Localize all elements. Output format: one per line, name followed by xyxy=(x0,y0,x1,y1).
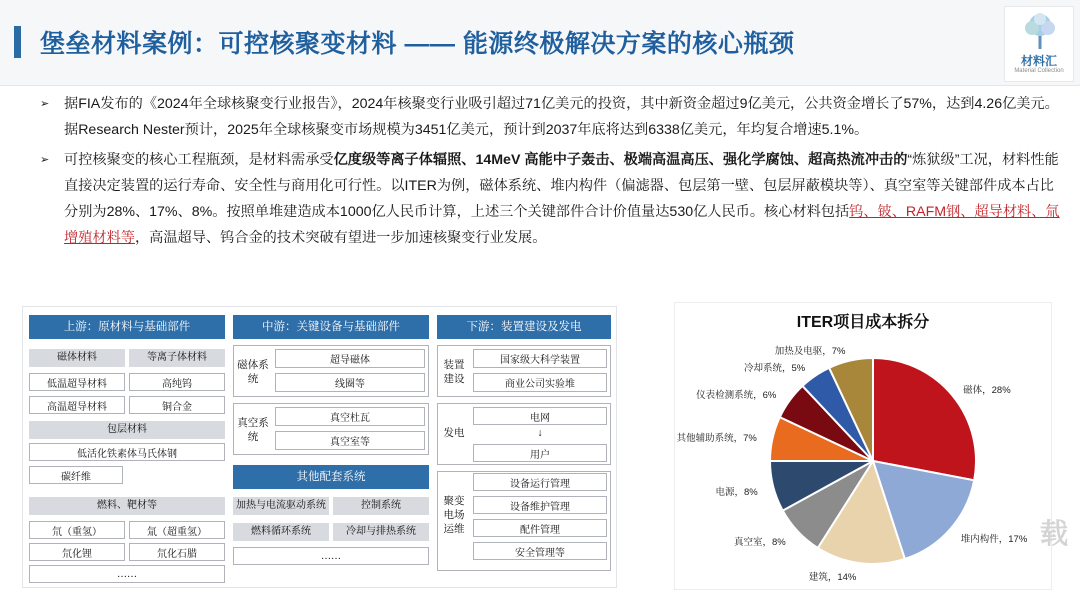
bullet-item xyxy=(40,91,1060,143)
copper-alloy: 铜合金 xyxy=(129,396,225,414)
tritium: 氚（超重氢） xyxy=(129,521,225,539)
vacuum-chamber: 真空室等 xyxy=(275,431,425,450)
blanket-materials: 包层材料 xyxy=(29,421,225,439)
highlighted-materials: 钨、铍、RAFM钢、超导材料、氚增殖材料等 xyxy=(64,204,1060,246)
upstream-etc: …… xyxy=(29,565,225,583)
slice-label: 电源，8% xyxy=(715,486,758,498)
midstream-etc: …… xyxy=(233,547,429,565)
slice-label: 加热及电驱，7% xyxy=(774,345,846,357)
end-user: 用户 xyxy=(473,444,607,462)
pie-slice xyxy=(873,358,976,480)
logo-subtitle: Material Collection xyxy=(1014,68,1064,74)
lithium-deuteride: 氘化锂 xyxy=(29,543,125,561)
generation-label: 发电 xyxy=(443,428,465,439)
tree-logo-icon xyxy=(1022,11,1058,51)
heating-current-drive: 加热与电流驱动系统 xyxy=(233,497,329,515)
deuterium: 氘（重氢） xyxy=(29,521,125,539)
slide-header xyxy=(0,0,1080,86)
magnet-materials: 磁体材料 xyxy=(29,349,125,367)
control-system: 控制系统 xyxy=(333,497,429,515)
cooling-heat-removal: 冷却与排热系统 xyxy=(333,523,429,541)
plasma-materials: 等离子体材料 xyxy=(129,349,225,367)
operation-label: 聚变电场运维 xyxy=(443,496,465,535)
equipment-operation-mgmt: 设备运行管理 xyxy=(473,473,607,491)
watermark-text: 载 xyxy=(1040,518,1069,549)
bullet-list xyxy=(40,91,1060,251)
slice-label: 建筑，14% xyxy=(808,572,857,584)
industry-chain-diagram xyxy=(22,306,617,588)
vacuum-dewar: 真空杜瓦 xyxy=(275,407,425,426)
slice-label: 冷却系统，5% xyxy=(744,362,806,374)
slice-label: 仪表检测系统，6% xyxy=(696,390,777,402)
slice-label: 磁体，28% xyxy=(963,384,1011,396)
parts-mgmt: 配件管理 xyxy=(473,519,607,537)
flow-arrow-icon: ↓ xyxy=(537,428,543,439)
iter-cost-pie-panel xyxy=(674,302,1052,590)
title-accent-bar xyxy=(14,26,21,58)
superconducting-magnet: 超导磁体 xyxy=(275,349,425,368)
magnet-system-label: 磁体系统 xyxy=(237,360,269,385)
support-systems-header: 其他配套系统 xyxy=(233,465,429,489)
slice-label: 堆内构件，17% xyxy=(960,534,1028,546)
bullet-text: ，高温超导、钨合金的技术突破有望进一步加速核聚变行业发展。 xyxy=(134,230,547,246)
midstream-header: 中游：关键设备与基础部件 xyxy=(233,315,429,339)
bullet-item xyxy=(40,147,1060,251)
pie-chart xyxy=(675,303,1053,591)
upstream-header: 上游：原材料与基础部件 xyxy=(29,315,225,339)
slice-label: 真空室，8% xyxy=(733,536,786,548)
slice-label: 其他辅助系统，7% xyxy=(676,432,757,444)
vacuum-system-label: 真空系统 xyxy=(237,418,269,443)
bullet-arrow-icon: ➢ xyxy=(40,98,50,110)
deuterated-paraffin: 氘化石腊 xyxy=(129,543,225,561)
chart-title: ITER项目成本拆分 xyxy=(796,314,930,331)
logo-text: 材料汇 xyxy=(1020,54,1057,68)
high-temp-superconductor: 高温超导材料 xyxy=(29,396,125,414)
low-temp-superconductor: 低温超导材料 xyxy=(29,373,125,391)
construction-label: 装置建设 xyxy=(443,360,465,385)
fuel-cycle-system: 燃料循环系统 xyxy=(233,523,329,541)
bullet-text: “炼狱级”工况，材料性能直接决定装置的运行寿命、安全性与商用化可行性。以ITER为例，磁体系统、堆内构件（偏滤器、包层第一壁、包层屏蔽模块等）、真空室等关键部件成本占比分别为28%、17%、8%。按照单堆建造成本1000亿人民币计算，上述三个关键部件合计价值量达530亿人民币。核心材料包括 xyxy=(64,152,1059,220)
rafm-steel: 低活化铁素体马氏体钢 xyxy=(29,443,225,461)
equipment-maintenance-mgmt: 设备维护管理 xyxy=(473,496,607,514)
national-science-facility: 国家级大科学装置 xyxy=(473,349,607,368)
bullet-text: 可控核聚变的核心工程瓶颈，是材料需承受 xyxy=(64,152,334,168)
fuel-target-materials: 燃料、靶材等 xyxy=(29,497,225,515)
emphasis-text: 亿度级等离子体辐照、14MeV 高能中子轰击、极端高温高压、强化学腐蚀、超高热流冲击的 xyxy=(333,152,908,168)
power-grid: 电网 xyxy=(473,407,607,425)
coils: 线圈等 xyxy=(275,373,425,392)
high-purity-tungsten: 高纯钨 xyxy=(129,373,225,391)
downstream-header: 下游：装置建设及发电 xyxy=(437,315,611,339)
carbon-fiber: 碳纤维 xyxy=(29,466,123,484)
brand-logo xyxy=(1004,6,1074,82)
safety-mgmt: 安全管理等 xyxy=(473,542,607,560)
commercial-reactor: 商业公司实验堆 xyxy=(473,373,607,392)
bullet-arrow-icon: ➢ xyxy=(40,154,50,166)
page-title: 堡垒材料案例：可控核聚变材料 —— 能源终极解决方案的核心瓶颈 xyxy=(40,30,795,58)
bullet-text: 据FIA发布的《2024年全球核聚变行业报告》，2024年核聚变行业吸引超过71亿美元的投资，其中新资金超过9亿美元，公共资金增长了57%，达到4.26亿美元。据Research Nester预计，2025年全球核聚变市场规模为3451亿美元，预计到2037年底将达到6338亿美元，年均复合增速5.1%。 xyxy=(64,96,1059,138)
